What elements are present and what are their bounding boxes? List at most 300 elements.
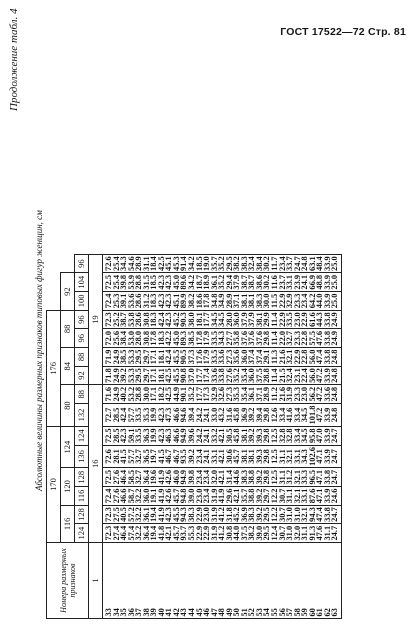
value-cell: 19.0: [202, 256, 212, 271]
value-cell: 19.9: [149, 428, 159, 444]
table-title: Абсолютные величины размерных признаков типовых фигур женщин, см: [34, 210, 44, 491]
value-cell: 72.0: [104, 330, 113, 346]
value-cell: 39.8: [187, 469, 197, 485]
value-cell: 94.3: [179, 507, 189, 522]
value-cell: 36.0: [239, 349, 249, 365]
hip-header: 88: [75, 348, 89, 367]
index-header: 1: [89, 543, 103, 619]
value-column: [103, 292, 342, 311]
sign-number: 45: [194, 608, 204, 617]
chest-header: 120: [61, 468, 75, 505]
sign-number: 56: [277, 608, 287, 617]
value-cell: 24.6: [330, 488, 340, 504]
table-continuation-label: Продолжение табл. 4: [8, 8, 20, 111]
value-cell: 45.0: [171, 274, 181, 290]
value-cell: 12.2: [270, 507, 280, 522]
value-cell: 35.7: [239, 488, 249, 504]
value-cell: 29.6: [224, 488, 234, 504]
value-cell: 42.3: [164, 312, 174, 327]
header-row-height: [47, 254, 61, 618]
value-cell: 22.9: [277, 293, 287, 309]
value-cell: 18.1: [156, 368, 166, 383]
value-cell: 37.3: [187, 349, 197, 365]
value-cell: 31.0: [285, 525, 295, 541]
value-cell: 31.0: [292, 507, 302, 522]
value-column: [103, 468, 342, 487]
value-cell: 46.6: [171, 407, 181, 423]
value-cell: 32.7: [285, 330, 295, 346]
sign-number: 51: [239, 608, 249, 617]
value-cell: 33.9: [322, 368, 332, 383]
value-cell: 36.9: [239, 407, 249, 423]
sign-number: 47: [209, 608, 219, 617]
value-cell: 33.4: [292, 428, 302, 444]
value-cell: 38.7: [239, 274, 249, 290]
sign-number: 62: [322, 608, 332, 617]
sign-number: 46: [202, 608, 212, 617]
value-cell: 37.5: [239, 525, 249, 541]
value-cell: 24.1: [300, 274, 310, 290]
value-cell: 33.2: [209, 428, 219, 444]
value-cell: 11.2: [270, 387, 280, 402]
value-cell: 33.9: [322, 256, 332, 271]
value-cell: 39.3: [254, 428, 264, 444]
value-cell: 45.1: [171, 293, 181, 309]
value-cell: 18.6: [194, 293, 204, 309]
value-cell: 47.1: [315, 488, 325, 504]
value-cell: 72.3: [104, 525, 113, 541]
value-cell: 24.7: [330, 469, 340, 485]
value-cell: 29.8: [262, 407, 272, 423]
value-cell: 39.1: [119, 293, 129, 309]
value-cell: 39.0: [187, 488, 197, 504]
value-cell: 38.8: [247, 488, 257, 504]
value-cell: 28.8: [262, 368, 272, 383]
value-cell: 37.1: [254, 386, 264, 402]
value-cell: 28.6: [134, 293, 144, 309]
value-cell: 25.4: [111, 256, 121, 271]
value-cell: 47.2: [315, 386, 325, 402]
value-cell: 91.3: [307, 525, 317, 541]
value-cell: 33.1: [300, 488, 310, 504]
value-cell: 93.5: [179, 449, 189, 464]
hip-header: 96: [75, 310, 89, 329]
value-cell: 47.4: [315, 507, 325, 522]
value-cell: 27.5: [111, 507, 121, 522]
value-cell: 30.2: [262, 274, 272, 290]
hip-header: 96: [75, 329, 89, 348]
value-cell: 18.4: [149, 256, 159, 271]
value-cell: 45.7: [171, 525, 181, 541]
value-cell: 23.0: [292, 312, 302, 327]
value-cell: 90.5: [179, 349, 189, 365]
value-cell: 47.3: [164, 407, 174, 423]
value-cell: 33.9: [322, 274, 332, 290]
value-cell: 35.2: [217, 256, 227, 271]
value-cell: 102.6: [307, 447, 317, 466]
value-cell: 21.6: [277, 386, 287, 402]
value-cell: 53.6: [126, 293, 136, 309]
value-cell: 29.8: [262, 330, 272, 346]
value-cell: 34.9: [217, 293, 227, 309]
value-cell: 28.6: [134, 312, 144, 327]
value-cell: 89.3: [179, 330, 189, 346]
value-cell: 18.1: [156, 349, 166, 365]
value-cell: 39.3: [254, 449, 264, 464]
value-cell: 42.1: [217, 428, 227, 444]
value-cell: 47.2: [315, 407, 325, 423]
value-cell: 39.2: [254, 469, 264, 485]
value-cell: 35.8: [232, 330, 242, 346]
value-cell: 17.9: [202, 349, 212, 365]
value-cell: 35.4: [239, 368, 249, 383]
value-cell: 89.6: [179, 274, 189, 290]
value-cell: 33.5: [134, 407, 144, 423]
value-cell: 71.6: [104, 386, 113, 402]
value-cell: 66.9: [307, 274, 317, 290]
chest-header: 124: [61, 426, 75, 468]
value-cell: 11.3: [270, 349, 280, 364]
value-cell: 53.2: [126, 386, 136, 402]
value-cell: 12.5: [270, 428, 280, 444]
value-cell: 36.0: [141, 488, 151, 504]
value-cell: 22.8: [300, 349, 310, 365]
value-cell: 23.9: [292, 274, 302, 290]
value-cell: 38.2: [232, 256, 242, 271]
value-cell: 63.1: [307, 256, 317, 271]
value-cell: 22.8: [300, 330, 310, 346]
value-cell: 29.8: [262, 469, 272, 485]
value-cell: 33.5: [209, 349, 219, 365]
value-cell: 11.7: [270, 256, 280, 271]
value-cell: 53.0: [126, 330, 136, 346]
value-cell: 32.1: [292, 488, 302, 504]
value-cell: 72.4: [104, 293, 113, 309]
value-column: [103, 273, 342, 292]
value-cell: 55.3: [187, 525, 197, 541]
value-cell: 90.8: [179, 368, 189, 383]
value-cell: 18.3: [156, 330, 166, 346]
value-cell: 42.3: [164, 507, 174, 522]
value-cell: 28.9: [134, 256, 144, 271]
value-cell: 22.4: [300, 368, 310, 383]
value-cell: 37.9: [239, 312, 249, 327]
value-cell: 33.8: [322, 507, 332, 522]
value-cell: 29.7: [262, 488, 272, 504]
value-column: [103, 366, 342, 385]
value-cell: 27.3: [224, 386, 234, 402]
value-cell: 24.1: [202, 449, 212, 464]
value-cell: 35.2: [217, 274, 227, 290]
value-cell: 28.0: [134, 330, 144, 346]
hip-header: 124: [75, 426, 89, 445]
value-cell: 101.8: [307, 405, 317, 425]
value-cell: 25.2: [111, 312, 121, 327]
value-cell: 89.9: [179, 293, 189, 309]
value-cell: 47.0: [315, 428, 325, 444]
value-cell: 58.7: [126, 488, 136, 504]
value-cell: 38.7: [119, 312, 129, 327]
value-cell: 71.8: [104, 368, 113, 383]
value-cell: 37.5: [254, 368, 264, 383]
value-cell: 23.0: [300, 386, 310, 402]
value-cell: 36.4: [141, 469, 151, 485]
value-cell: 38.5: [187, 330, 197, 346]
value-cell: 33.1: [209, 449, 219, 464]
value-cell: 47.1: [315, 449, 325, 464]
value-cell: 31.6: [224, 407, 234, 423]
value-cell: 17.1: [149, 368, 159, 383]
value-cell: 37.9: [232, 274, 242, 290]
value-cell: 17.6: [194, 349, 204, 365]
value-cell: 72.3: [104, 507, 113, 522]
value-cell: 32.1: [292, 469, 302, 485]
value-cell: 72.7: [104, 407, 113, 423]
value-cell: 72.6: [104, 256, 113, 271]
value-cell: 33.9: [322, 293, 332, 309]
value-cell: 42.3: [119, 428, 129, 444]
hip-header: 132: [75, 404, 89, 427]
value-cell: 34.2: [187, 274, 197, 290]
value-cell: 23.4: [300, 293, 310, 309]
value-cell: 23.4: [277, 256, 287, 271]
value-cell: 46.0: [171, 469, 181, 485]
value-cell: 41.5: [156, 449, 166, 464]
value-cell: 44.6: [232, 469, 242, 485]
value-cell: 45.0: [171, 330, 181, 346]
value-cell: 24.7: [330, 525, 340, 541]
value-cell: 90.3: [179, 312, 189, 327]
hip-header: 128: [75, 468, 89, 487]
value-cell: 39.4: [187, 407, 197, 423]
value-cell: 27.4: [111, 525, 121, 541]
value-cell: 43.2: [217, 407, 227, 423]
value-cell: 32.0: [292, 525, 302, 541]
value-cell: 90.1: [179, 386, 189, 402]
hip-header: 136: [75, 445, 89, 468]
value-cell: 32.4: [285, 368, 295, 383]
value-cell: 11.4: [270, 312, 280, 327]
value-column: [103, 524, 342, 543]
value-cell: 39.2: [254, 507, 264, 522]
value-cell: 45.5: [171, 349, 181, 365]
value-cell: 35.4: [239, 386, 249, 402]
value-cell: 19.1: [149, 488, 159, 504]
value-cell: 30.0: [262, 293, 272, 309]
value-cell: 33.6: [217, 349, 227, 365]
value-cell: 41.9: [156, 469, 166, 485]
value-cell: 33.4: [277, 407, 287, 423]
value-cell: 29.5: [262, 525, 272, 541]
value-cell: 46.4: [119, 469, 129, 485]
value-cell: 46.6: [119, 488, 129, 504]
value-cell: 25.0: [330, 293, 340, 309]
value-cell: 40.5: [119, 507, 129, 522]
value-cell: 46.7: [171, 449, 181, 464]
value-cell: 72.5: [104, 274, 113, 290]
value-cell: 42.6: [164, 469, 174, 485]
value-cell: 23.4: [202, 469, 212, 485]
sign-number: 57: [285, 608, 295, 617]
value-cell: 38.3: [187, 507, 197, 522]
value-cell: 28.8: [134, 274, 144, 290]
value-cell: 42.1: [217, 449, 227, 464]
value-cell: 38.1: [239, 428, 249, 444]
value-cell: 32.7: [134, 469, 144, 485]
value-cell: 18.2: [156, 386, 166, 402]
value-cell: 23.0: [202, 507, 212, 522]
value-cell: 17.8: [149, 330, 159, 346]
value-cell: 23.3: [292, 330, 302, 346]
value-cell: 32.8: [277, 428, 287, 444]
sign-number: 44: [187, 608, 197, 617]
sign-number: 50: [232, 608, 242, 617]
height-header: 170: [47, 426, 61, 542]
value-cell: 32.2: [134, 525, 144, 541]
value-cell: 29.5: [224, 256, 234, 271]
value-cell: 30.7: [277, 507, 287, 522]
value-cell: 53.9: [126, 274, 136, 290]
value-cell: 28.8: [134, 386, 144, 402]
value-cell: 35.2: [187, 386, 197, 402]
sign-number: 39: [149, 608, 159, 617]
value-cell: 24.9: [330, 330, 340, 346]
value-cell: 42.4: [164, 349, 174, 365]
value-cell: 41.9: [217, 488, 227, 504]
value-cell: 38.1: [247, 449, 257, 464]
value-cell: 22.9: [292, 349, 302, 365]
value-cell: 72.5: [104, 469, 113, 485]
value-cell: 17.9: [202, 330, 212, 346]
value-column: [103, 404, 342, 427]
sign-number: 54: [262, 608, 272, 617]
value-cell: 23.7: [277, 274, 287, 290]
value-cell: 57.7: [126, 407, 136, 423]
value-cell: 31.1: [285, 488, 295, 504]
value-cell: 27.6: [224, 368, 234, 383]
value-cell: 19.7: [149, 449, 159, 464]
value-cell: 42.5: [156, 256, 166, 271]
value-cell: 41.9: [156, 488, 166, 504]
value-cell: 45.2: [171, 312, 181, 327]
value-cell: 24.2: [194, 407, 204, 423]
value-cell: 25.4: [111, 274, 121, 290]
value-cell: 47.6: [315, 330, 325, 346]
value-cell: 42.1: [232, 488, 242, 504]
value-cell: 33.8: [322, 330, 332, 346]
value-cell: 24.7: [330, 428, 340, 444]
hip-header: 116: [75, 487, 89, 506]
value-cell: 34.5: [209, 312, 219, 327]
value-cell: 37.1: [232, 293, 242, 309]
value-cell: 39.4: [254, 407, 264, 423]
value-cell: 24.8: [300, 256, 310, 271]
value-cell: 31.2: [285, 469, 295, 485]
value-column: [103, 254, 342, 273]
value-cell: 28.1: [111, 449, 121, 464]
value-cell: 41.9: [156, 507, 166, 522]
value-cell: 24.1: [202, 407, 212, 423]
value-cell: 38.3: [239, 256, 249, 271]
value-cell: 56.0: [307, 349, 317, 365]
value-cell: 32.2: [134, 507, 144, 522]
value-cell: 31.8: [224, 507, 234, 522]
value-cell: 45.8: [232, 407, 242, 423]
value-cell: 24.2: [194, 428, 204, 444]
value-cell: 17.7: [202, 312, 212, 327]
value-cell: 37.6: [239, 330, 249, 346]
value-cell: 38.1: [239, 293, 249, 309]
value-column: [103, 329, 342, 348]
value-cell: 45.5: [171, 368, 181, 383]
sign-number: 42: [171, 608, 181, 617]
value-cell: 19.6: [149, 469, 159, 485]
value-cell: 34.3: [300, 449, 310, 464]
value-cell: 38.8: [247, 469, 257, 485]
value-cell: 47.2: [315, 368, 325, 383]
value-cell: 37.6: [254, 330, 264, 346]
value-cell: 28.0: [224, 312, 234, 327]
value-cell: 30.7: [277, 525, 287, 541]
value-cell: 33.3: [300, 469, 310, 485]
value-cell: 42.2: [164, 330, 174, 346]
value-cell: 33.9: [322, 449, 332, 464]
value-cell: 41.8: [156, 525, 166, 541]
value-cell: 35.2: [232, 368, 242, 383]
value-cell: 35.3: [141, 407, 151, 423]
value-column: [103, 445, 342, 468]
value-cell: 22.9: [194, 525, 204, 541]
sign-number: 48: [217, 608, 227, 617]
value-cell: 37.0: [187, 368, 197, 383]
value-cell: 31.9: [209, 525, 219, 541]
value-cell: 29.7: [141, 368, 151, 383]
value-cell: 61.6: [307, 312, 317, 327]
value-cell: 19.9: [149, 407, 159, 423]
value-cell: 24.7: [292, 256, 302, 271]
value-cell: 38.2: [187, 293, 197, 309]
value-cell: 36.1: [209, 274, 219, 290]
sign-number: 59: [300, 608, 310, 617]
value-cell: 31.9: [285, 386, 295, 402]
numbering-header: 19: [89, 254, 103, 385]
value-cell: 45.5: [171, 507, 181, 522]
value-cell: 18.9: [202, 274, 212, 290]
value-cell: 19.4: [149, 525, 159, 541]
value-cell: 31.9: [209, 488, 219, 504]
value-cell: 39.0: [254, 525, 264, 541]
value-cell: 23.3: [292, 386, 302, 402]
value-cell: 38.3: [247, 507, 257, 522]
hip-header: 104: [75, 273, 89, 292]
value-cell: 33.0: [209, 407, 219, 423]
value-cell: 30.6: [224, 449, 234, 464]
sign-number-header: Номера размерных признаков: [47, 543, 89, 619]
value-cell: 25.0: [330, 256, 340, 271]
value-cell: 46.7: [164, 449, 174, 464]
value-cell: 17.1: [149, 349, 159, 365]
value-cell: 44.0: [232, 525, 242, 541]
value-cell: 39.2: [254, 488, 264, 504]
value-cell: 44.9: [171, 386, 181, 402]
value-cell: 24.9: [111, 349, 121, 365]
sign-number: 55: [270, 608, 280, 617]
value-cell: 29.5: [262, 507, 272, 522]
value-cell: 32.8: [285, 428, 295, 444]
value-cell: 18.5: [149, 274, 159, 290]
value-cell: 22.0: [277, 330, 287, 346]
value-cell: 57.7: [126, 449, 136, 464]
